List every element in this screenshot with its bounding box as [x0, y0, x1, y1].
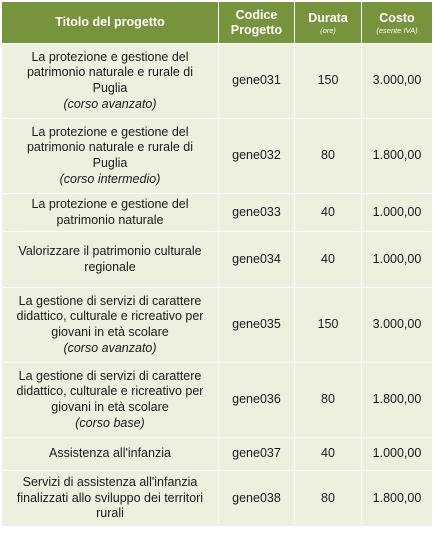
course-level-note: (corso base) [75, 415, 145, 430]
course-level-note: (corso avanzato) [63, 96, 157, 111]
cost-cell: 3.000,00 [362, 288, 433, 363]
table-row [2, 438, 433, 471]
cost-cell: 1.800,00 [362, 363, 433, 438]
header-code: Codice Progetto [219, 2, 295, 44]
project-title-cell [2, 194, 219, 232]
table-body [2, 44, 433, 527]
project-code-cell: gene031 [219, 44, 295, 119]
course-level-note: (corso avanzato) [63, 340, 157, 355]
project-title-cell [2, 288, 219, 363]
project-title-line: regionale [84, 259, 136, 274]
project-title-line: Puglia [92, 81, 128, 95]
table-row [2, 44, 433, 119]
project-title-line: didattico, culturale e ricreativo per [16, 309, 204, 324]
project-title-line: La protezione e gestione del [31, 49, 189, 64]
project-title-line: patrimonio naturale e rurale di [26, 65, 194, 80]
table-row [2, 363, 433, 438]
project-title-cell [2, 363, 219, 438]
header-duration: Durata (ore) [295, 2, 362, 44]
table-header-row [2, 2, 433, 44]
project-title-line: finalizzati allo sviluppo dei territori [16, 490, 204, 505]
cost-cell: 1.800,00 [362, 471, 433, 527]
cost-cell: 1.800,00 [362, 119, 433, 194]
project-title-line: Servizi di assistenza all'infanzia [22, 475, 198, 490]
project-table-container [1, 1, 432, 527]
project-title-line: Assistenza all'infanzia [49, 446, 171, 461]
table-row [2, 471, 433, 527]
project-title-line: rurali [96, 506, 124, 521]
project-title-cell [2, 471, 219, 527]
cost-cell: 1.000,00 [362, 438, 433, 471]
duration-cell: 40 [295, 438, 362, 471]
project-code-cell: gene037 [219, 438, 295, 471]
project-code-cell: gene035 [219, 288, 295, 363]
table-row [2, 119, 433, 194]
duration-cell: 150 [295, 44, 362, 119]
project-code-cell: gene034 [219, 232, 295, 288]
header-title: Titolo del progetto [2, 2, 219, 44]
project-code-cell: gene033 [219, 194, 295, 232]
cost-cell: 1.000,00 [362, 232, 433, 288]
project-code-cell: gene038 [219, 471, 295, 527]
project-title-cell [2, 44, 219, 119]
table-row [2, 232, 433, 288]
duration-cell: 150 [295, 288, 362, 363]
project-title-line: patrimonio naturale [56, 212, 164, 227]
project-title-cell [2, 438, 219, 471]
project-title-line: La protezione e gestione del [31, 196, 189, 211]
table-row [2, 288, 433, 363]
project-code-cell: gene032 [219, 119, 295, 194]
project-table [1, 1, 433, 527]
project-title-line: Valorizzare il patrimonio culturale [18, 243, 202, 258]
project-code-cell: gene036 [219, 363, 295, 438]
project-title-cell [2, 232, 219, 288]
duration-cell: 80 [295, 363, 362, 438]
project-title-cell [2, 119, 219, 194]
project-title-line: giovani in età scolare [51, 325, 169, 339]
duration-cell: 80 [295, 119, 362, 194]
duration-cell: 80 [295, 471, 362, 527]
project-title-line: La protezione e gestione del [31, 124, 189, 139]
project-title-line: giovani in età scolare [51, 400, 169, 414]
duration-cell: 40 [295, 194, 362, 232]
cost-cell: 3.000,00 [362, 44, 433, 119]
course-level-note: (corso intermedio) [59, 171, 161, 186]
project-title-line: Puglia [92, 156, 128, 170]
header-cost: Costo (esente IVA) [362, 2, 433, 44]
project-title-line: didattico, culturale e ricreativo per [16, 384, 204, 399]
cost-cell: 1.000,00 [362, 194, 433, 232]
project-title-line: La gestione di servizi di carattere [18, 293, 202, 308]
project-title-line: patrimonio naturale e rurale di [26, 140, 194, 155]
project-title-line: La gestione di servizi di carattere [18, 368, 202, 383]
duration-cell: 40 [295, 232, 362, 288]
table-row [2, 194, 433, 232]
